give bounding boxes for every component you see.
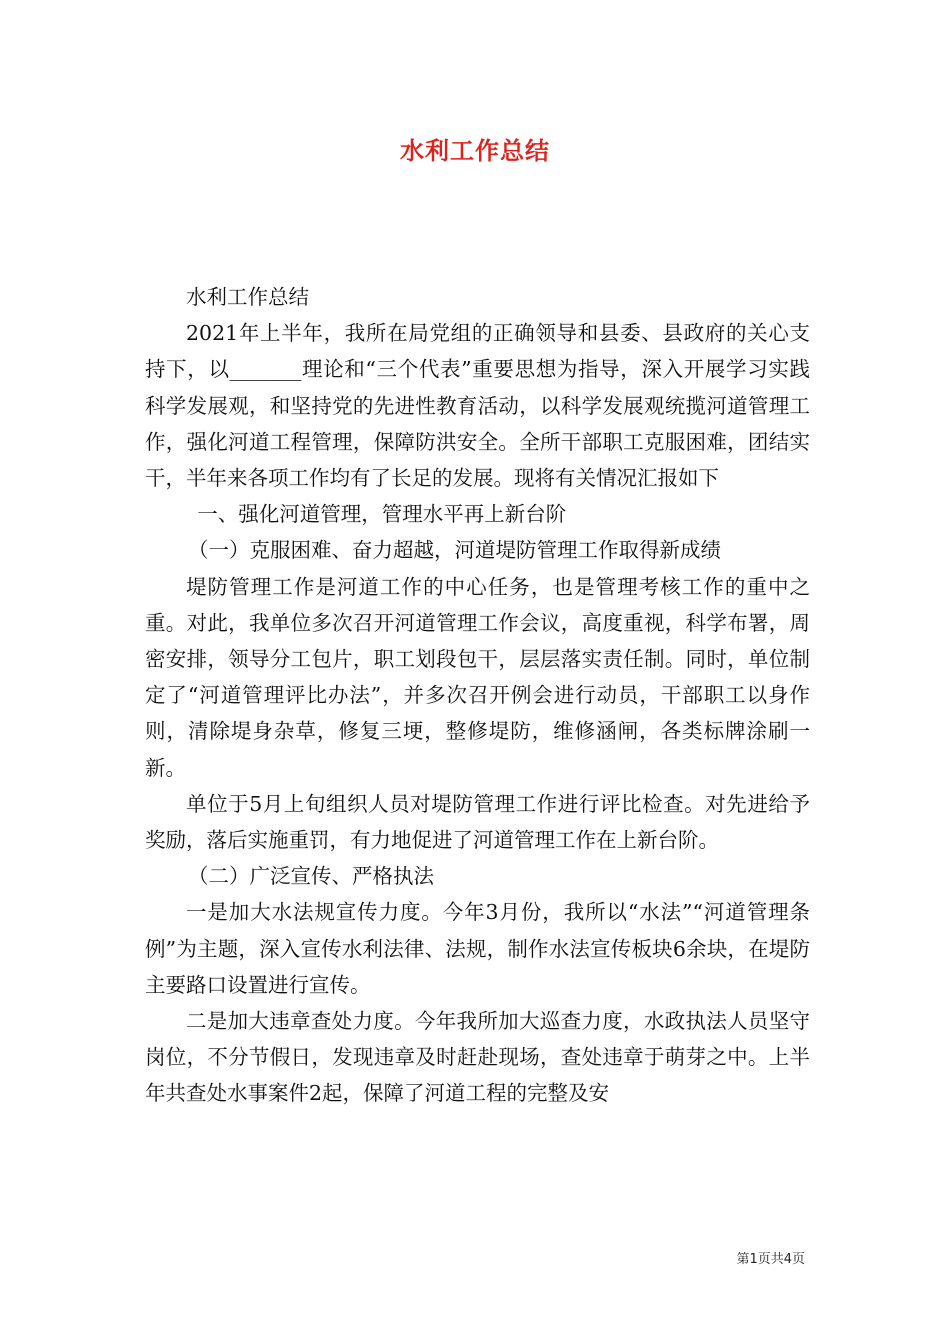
intro-paragraph: 2021年上半年，我所在局党组的正确领导和县委、县政府的关心支持下，以_______理论和“三个代表”重要思想为指导，深入开展学习实践科学发展观，和坚持党的先进性教育活动，以科学发展观统揽河道管理工作，强化河道工程管理，保障防洪安全。全所干部职工克服困难，团结实干，半年来各项工作均有了长足的发展。现将有关情况汇报如下 <box>145 321 810 491</box>
page-number: 第1页共4页 <box>736 1252 805 1267</box>
section-heading-1: 一、强化河道管理，管理水平再上新台阶 <box>197 502 567 527</box>
document-title: 水利工作总结 <box>400 137 550 165</box>
document-body <box>145 279 810 1112</box>
body-heading: 水利工作总结 <box>186 285 309 309</box>
paragraph-enforcement: 二是加大违章查处力度。今年我所加大巡查力度，水政执法人员坚守岗位，不分节假日，发现违章及时赶赴现场，查处违章于萌芽之中。上半年共查处水事案件2起，保障了河道工程的完整及安 <box>145 1009 810 1106</box>
paragraph-embankment-management: 堤防管理工作是河道工作的中心任务，也是管理考核工作的重中之重。对此，我单位多次召开河道管理工作会议，高度重视，科学布署，周密安排，领导分工包片，职工划段包干，层层落实责任制。同时，单位制定了“河道管理评比办法”，并多次召开例会进行动员，干部职工以身作则，清除堤身杂草，修复三埂，整修堤防，维修涵闸，各类标牌涂刷一新。 <box>145 574 810 780</box>
subsection-heading-1: （一）克服困难、奋力超越，河道堤防管理工作取得新成绩 <box>188 538 722 563</box>
paragraph-publicity: 一是加大水法规宣传力度。今年3月份，我所以“水法”“河道管理条例”为主题，深入宣传水利法律、法规，制作水法宣传板块6余块，在堤防主要路口设置进行宣传。 <box>145 900 810 997</box>
paragraph-inspection: 单位于5月上旬组织人员对堤防管理工作进行评比检查。对先进给予奖励，落后实施重罚，有力地促进了河道管理工作在上新台阶。 <box>145 791 810 853</box>
subsection-heading-2: （二）广泛宣传、严格执法 <box>188 864 435 889</box>
